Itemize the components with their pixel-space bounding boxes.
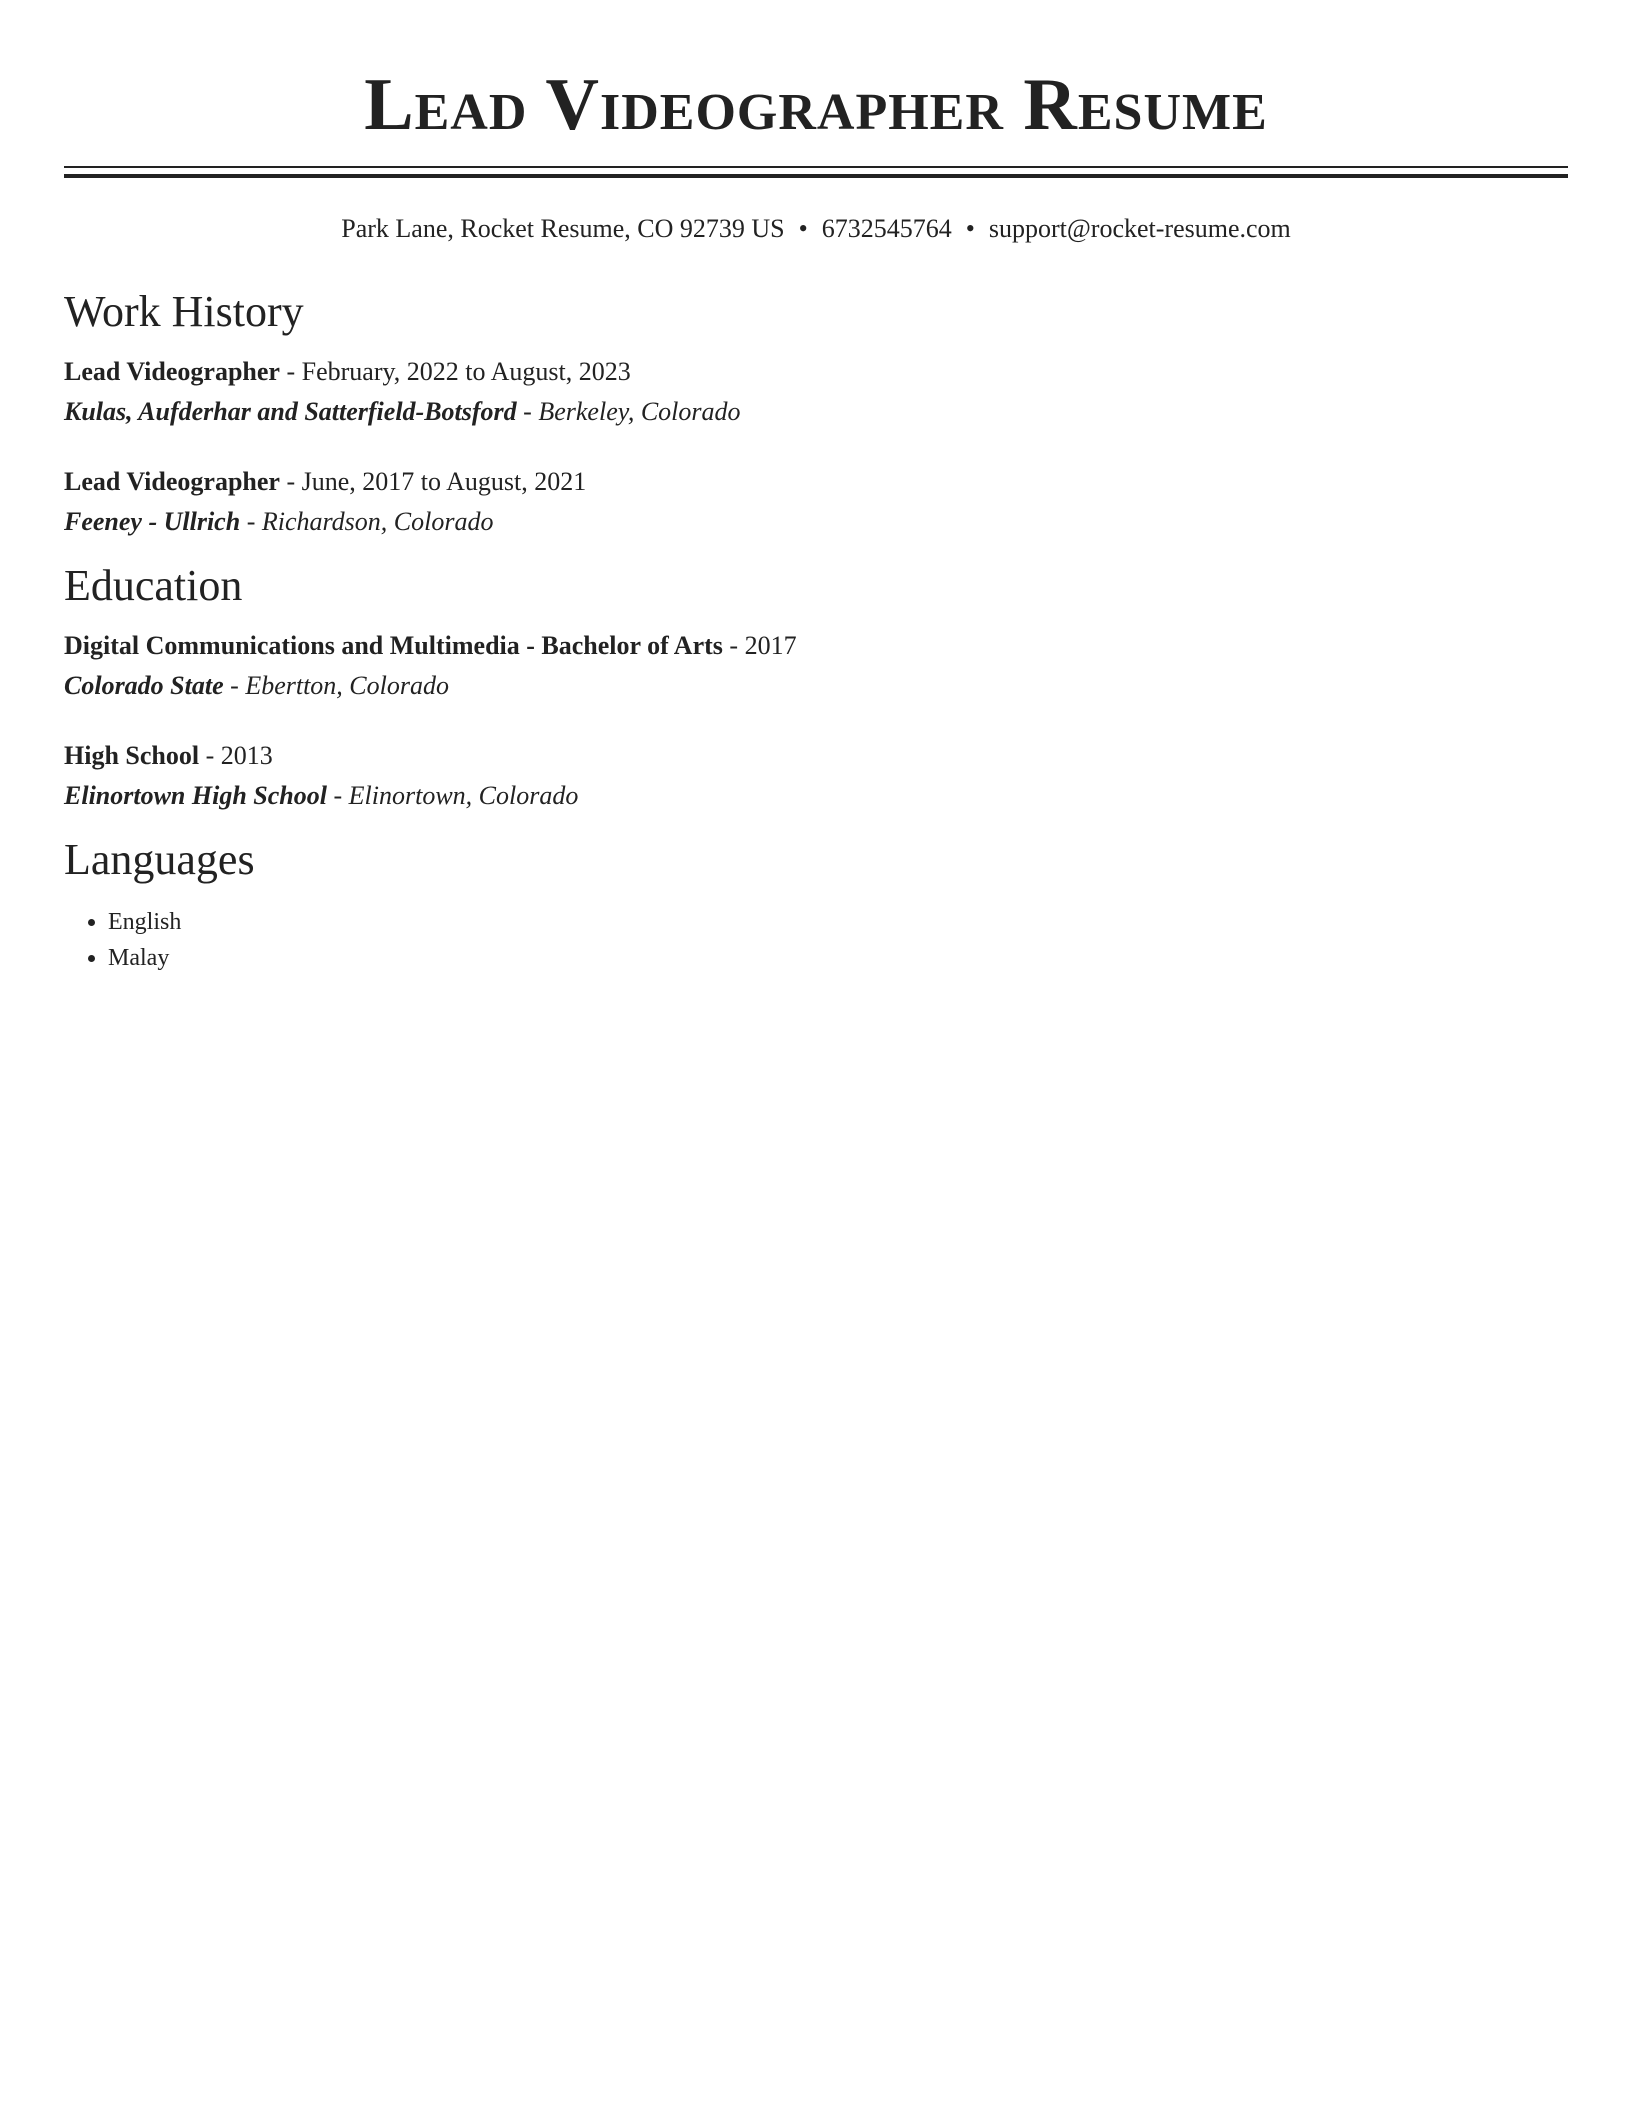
- dash: -: [722, 631, 745, 660]
- dash: -: [223, 671, 246, 700]
- education-degree: High School: [64, 741, 200, 770]
- page-title: Lead Videographer Resume: [364, 64, 1268, 146]
- education-school-line: [64, 666, 1568, 706]
- work-dates: February, 2022 to August, 2023: [301, 357, 631, 386]
- dash: -: [516, 397, 539, 426]
- education-location: Elinortown, Colorado: [348, 781, 579, 810]
- work-role: Lead Videographer: [64, 467, 280, 496]
- work-entry-company-line: [64, 392, 1568, 432]
- languages-heading: Languages: [64, 835, 255, 884]
- education-degree-line: [64, 736, 1568, 776]
- dash: -: [326, 781, 349, 810]
- education-degree-line: [64, 626, 1568, 666]
- work-location: Richardson, Colorado: [261, 507, 494, 536]
- dash: -: [279, 467, 302, 496]
- title-divider-thin: [64, 166, 1568, 168]
- education-entry: [64, 736, 1568, 816]
- dash: -: [240, 507, 262, 536]
- education-year: 2013: [220, 741, 273, 770]
- work-entry-company-line: [64, 502, 1568, 542]
- work-role: Lead Videographer: [64, 357, 280, 386]
- resume-page: [64, 0, 1568, 976]
- education-school: Colorado State: [64, 671, 224, 700]
- education-location: Ebertton, Colorado: [245, 671, 449, 700]
- contact-address: Park Lane, Rocket Resume, CO 92739 US: [341, 214, 785, 243]
- dash: -: [199, 741, 221, 770]
- contact-line: [64, 212, 1568, 246]
- education-degree: Digital Communications and Multimedia - Bachelor of Arts: [64, 631, 723, 660]
- education-heading: Education: [64, 561, 243, 610]
- work-entry-role-line: [64, 462, 1568, 502]
- education-school: Elinortown High School: [64, 781, 327, 810]
- education-year: 2017: [744, 631, 797, 660]
- work-dates: June, 2017 to August, 2021: [301, 467, 587, 496]
- contact-separator: •: [798, 214, 808, 243]
- work-location: Berkeley, Colorado: [538, 397, 741, 426]
- education-school-line: [64, 776, 1568, 816]
- work-history-heading: Work History: [64, 287, 304, 336]
- title-divider-thick: [64, 174, 1568, 178]
- work-company: Feeney - Ullrich: [64, 507, 241, 536]
- language-item: • Malay: [108, 940, 1568, 976]
- education-entry: [64, 626, 1568, 706]
- work-entry-role-line: [64, 352, 1568, 392]
- work-entry: [64, 352, 1568, 432]
- contact-separator: •: [965, 214, 975, 243]
- work-entry: [64, 462, 1568, 542]
- language-item: • English: [108, 904, 1568, 940]
- contact-email: support@rocket-resume.com: [988, 214, 1291, 243]
- dash: -: [279, 357, 302, 386]
- work-company: Kulas, Aufderhar and Satterfield-Botsford: [64, 397, 517, 426]
- contact-phone: 6732545764: [821, 214, 952, 243]
- languages-list: [64, 904, 1568, 976]
